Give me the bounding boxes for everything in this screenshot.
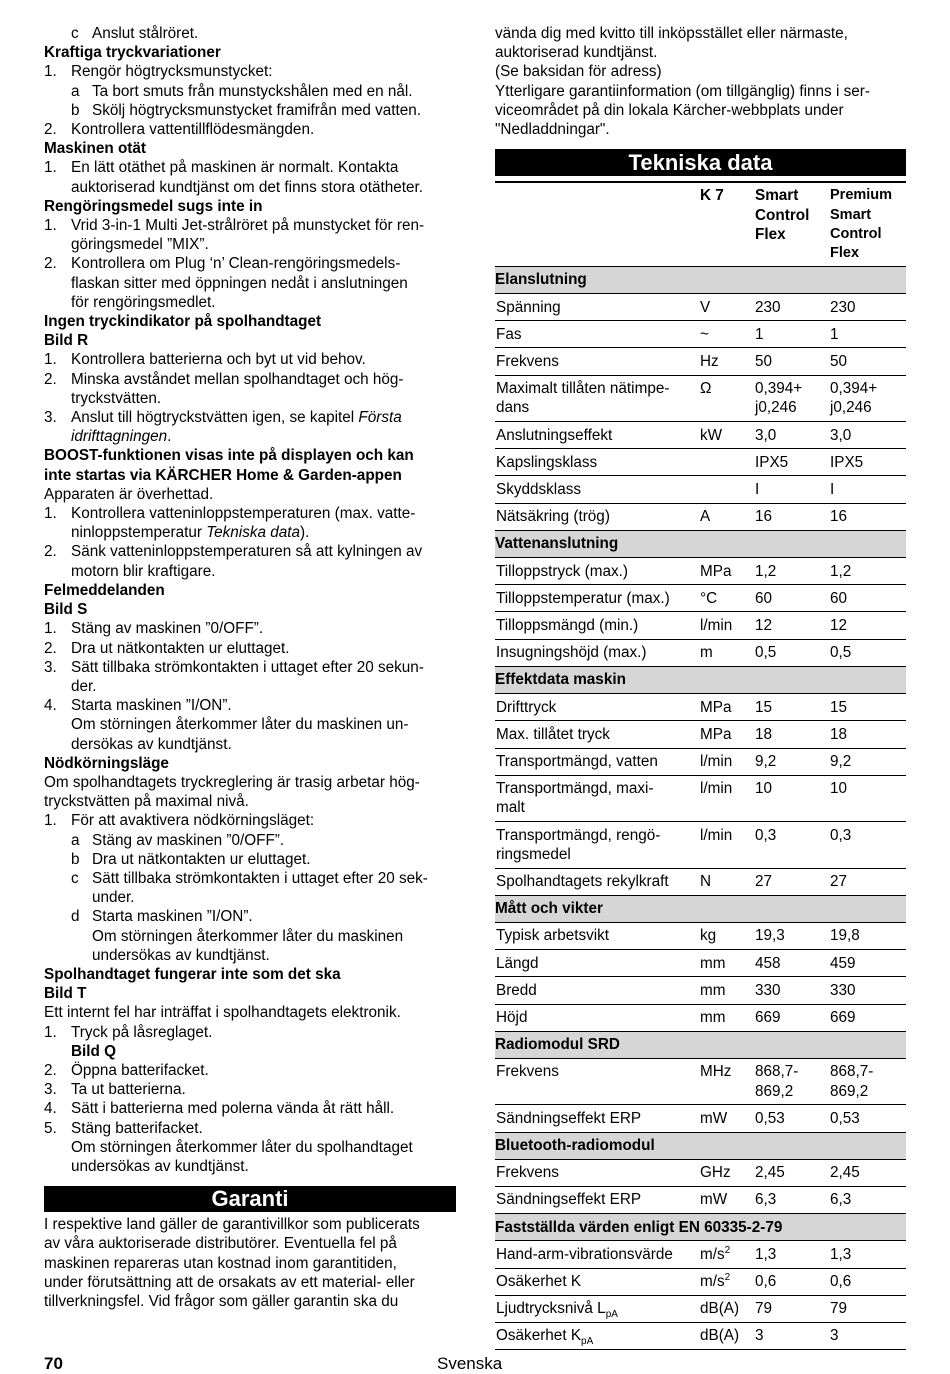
list-item: 2. Minska avståndet mellan spolhandtaget och hög- tryckstvätten. [44,370,404,407]
table-row: Frekvens Hz 50 50 [495,348,906,375]
table-row: Höjd mm 669 669 [495,1004,906,1031]
table-row: Frekvens MHz 868,7- 869,2 868,7- 869,2 [495,1058,906,1104]
left-column [44,24,456,1311]
table-row: Ljudtrycksnivå $L_{pA}$ dB(A) 79 79 [495,1295,906,1322]
table-row: Sändningseffekt ERP mW 6,3 6,3 [495,1186,906,1213]
table-row: Max. tillåtet tryck MPa 18 18 [495,721,906,748]
paragraph: auktoriserad kundtjänst. [495,44,658,62]
paragraph: viceområdet på din lokala Kärcher-webbplats under [495,101,844,119]
heading-maskinen-otat: Maskinen otät [44,140,146,158]
paragraph: Apparaten är överhettad. [44,485,214,503]
heading-boost: BOOST-funktionen visas inte på displayen och kan [44,447,414,465]
list-item: a Ta bort smuts från munstyckshålen med en nål. [71,82,413,100]
technical-data-table [495,181,906,1350]
column-header: K 7 [700,182,755,266]
figure-reference: Bild T [44,985,87,1003]
table-row: Drifttryck MPa 15 15 [495,694,906,721]
column-header: Smart Control Flex [755,182,830,266]
list-item: 2. Dra ut nätkontakten ur eluttaget. [44,639,290,657]
figure-reference: Bild R [44,332,89,350]
list-item: 1. Kontrollera vatteninloppstemperaturen (max. vatte- ninloppstemperatur Tekniska data). [44,505,416,542]
paragraph: "Nedladdningar". [495,121,610,139]
table-row: Tilloppstemperatur (max.) °C 60 60 [495,585,906,612]
table-row: Frekvens GHz 2,45 2,45 [495,1159,906,1186]
paragraph: vända dig med kvitto till inköpsstället eller närmaste, [495,25,848,42]
list-item: 1. Stäng av maskinen ”0/OFF”. [44,620,264,638]
paragraph: (Se baksidan för adress) [495,63,662,81]
table-row: Anslutningseffekt kW 3,0 3,0 [495,422,906,449]
table-row: Typisk arbetsvikt kg 19,3 19,8 [495,922,906,949]
list-item: c Anslut stålröret. [71,25,199,42]
page-number: 70 [44,1354,63,1373]
table-section-row: Bluetooth-radiomodul [495,1132,906,1159]
column-header: Premium Smart Control Flex [830,182,906,266]
table-row: Nätsäkring (trög) A 16 16 [495,503,906,530]
list-item: d Starta maskinen ”I/ON”. Om störningen återkommer låter du maskinen undersökas av kundtjänst. [71,908,404,964]
paragraph: I respektive land gäller de garantivillkor som publicerats [44,1216,420,1234]
section-title-garanti: Garanti [44,1186,456,1212]
list-item: 1. Vrid 3-in-1 Multi Jet-strålröret på munstycket för ren- göringsmedel ”MIX”. [44,217,425,254]
list-item: 2. Kontrollera vattentillflödesmängden. [44,121,315,139]
table-row: Transportmängd, maxi- malt l/min 10 10 [495,775,906,821]
heading-boost: inte startas via KÄRCHER Home & Garden-appen [44,466,402,484]
table-row: Sändningseffekt ERP mW 0,53 0,53 [495,1105,906,1132]
paragraph: tryckstvätten på maximal nivå. [44,793,249,811]
table-section-row: Elanslutning [495,266,906,293]
language-label: Svenska [437,1354,503,1373]
table-row: Hand-arm-vibrationsvärde $m/s^2$ 1,3 1,3 [495,1241,906,1268]
figure-reference: Bild Q [71,1042,117,1060]
heading-ingen-tryckindikator: Ingen tryckindikator på spolhandtaget [44,313,322,331]
table-row: Spänning V 230 230 [495,294,906,321]
heading-nodkorningslage: Nödkörningsläge [44,754,169,772]
list-item: 4. Sätt i batterierna med polerna vända åt rätt håll. [44,1100,395,1118]
list-item: 1. Kontrollera batterierna och byt ut vid behov. [44,351,366,369]
list-item: 2. Sänk vatteninloppstemperaturen så att kylningen av motorn blir kraftigare. [44,543,423,580]
table-section-row: Mått och vikter [495,895,906,922]
list-item: 4. Starta maskinen ”I/ON”. Om störningen återkommer låter du maskinen un- dersökas av kundtjänst. [44,697,409,753]
figure-reference: Bild S [44,601,88,619]
list-item: 3. Anslut till högtryckstvätten igen, se kapitel Första idrifttagningen. [44,409,402,446]
list-item: b Skölj högtrycksmunstycket framifrån med vatten. [71,101,422,119]
table-row: Tilloppsmängd (min.) l/min 12 12 [495,612,906,639]
table-row: Transportmängd, vatten l/min 9,2 9,2 [495,748,906,775]
table-row: Insugningshöjd (max.) m 0,5 0,5 [495,639,906,666]
paragraph: Ytterligare garantiinformation (om tillgänglig) finns i ser- [495,82,870,100]
paragraph: maskinen repareras utan kostnad inom garantitiden, [44,1254,397,1272]
paragraph: av våra auktoriserade distributörer. Eventuella fel på [44,1235,397,1253]
paragraph: Ett internt fel har inträffat i spolhandtagets elektronik. [44,1004,401,1022]
heading-kraftiga-tryckvariationer: Kraftiga tryckvariationer [44,44,221,62]
list-item: 1. Rengör högtrycksmunstycket: [44,63,273,81]
list-item: 2. Kontrollera om Plug ‘n’ Clean-rengöringsmedels- flaskan sitter med öppningen nedåt i anslutningen för rengöringsmedlet. [44,255,408,311]
table-row: Kapslingsklass IPX5 IPX5 [495,449,906,476]
table-section-row: Vattenanslutning [495,530,906,557]
heading-felmeddelanden: Felmeddelanden [44,581,165,599]
table-row: Skyddsklass I I [495,476,906,503]
table-row: Transportmängd, rengö- ringsmedel l/min 0,3 0,3 [495,822,906,868]
table-row: Bredd mm 330 330 [495,977,906,1004]
table-row: Fas ~ 1 1 [495,321,906,348]
list-item: c Sätt tillbaka strömkontakten i uttaget efter 20 sek- under. [71,869,428,907]
table-header-row [495,182,906,266]
right-column [495,24,906,1350]
list-item: 5. Stäng batterifacket. Om störningen återkommer låter du spolhandtaget undersökas av kundtjänst. [44,1119,413,1175]
paragraph: under förutsättning att de orsakats av ett material- eller [44,1273,415,1291]
heading-rengoringsmedel: Rengöringsmedel sugs inte in [44,197,263,215]
table-row: Osäkerhet K $m/s^2$ 0,6 0,6 [495,1268,906,1295]
table-section-row: Effektdata maskin [495,666,906,693]
paragraph: tillverkningsfel. Vid frågor som gäller garantin ska du [44,1293,399,1310]
list-item: 1. Tryck på låsreglaget. Bild Q [44,1023,456,1061]
list-item: b Dra ut nätkontakten ur eluttaget. [71,850,311,868]
section-title-tekniska-data: Tekniska data [495,149,906,176]
table-row: Längd mm 458 459 [495,950,906,977]
paragraph: Om spolhandtagets tryckreglering är trasig arbetar hög- [44,773,420,791]
list-item: 3. Ta ut batterierna. [44,1081,186,1099]
chapter-link: Första [358,409,402,427]
list-item: 1. En lätt otäthet på maskinen är normalt. Kontakta auktoriserad kundtjänst om det finns stora otätheter. [44,159,424,196]
list-item: 2. Öppna batterifacket. [44,1061,209,1079]
list-item: a Stäng av maskinen ”0/OFF”. [71,831,285,849]
table-row: Tilloppstryck (max.) MPa 1,2 1,2 [495,558,906,585]
table-section-row: Radiomodul SRD [495,1031,906,1058]
table-row: Maximalt tillåten nätimpe- dans Ω 0,394+ j0,246 0,394+ j0,246 [495,375,906,421]
heading-spolhandtaget: Spolhandtaget fungerar inte som det ska [44,965,341,983]
list-item: 3. Sätt tillbaka strömkontakten i uttaget efter 20 sekun- der. [44,658,424,695]
table-section-row: Fastställda värden enligt EN 60335-2-79 [495,1214,906,1241]
table-row: Osäkerhet $K_{pA}$ dB(A) 3 3 [495,1322,906,1349]
chapter-link: Tekniska data [206,524,301,542]
table-row: Spolhandtagets rekylkraft N 27 27 [495,868,906,895]
list-item: 1. För att avaktivera nödkörningsläget: [44,812,315,830]
